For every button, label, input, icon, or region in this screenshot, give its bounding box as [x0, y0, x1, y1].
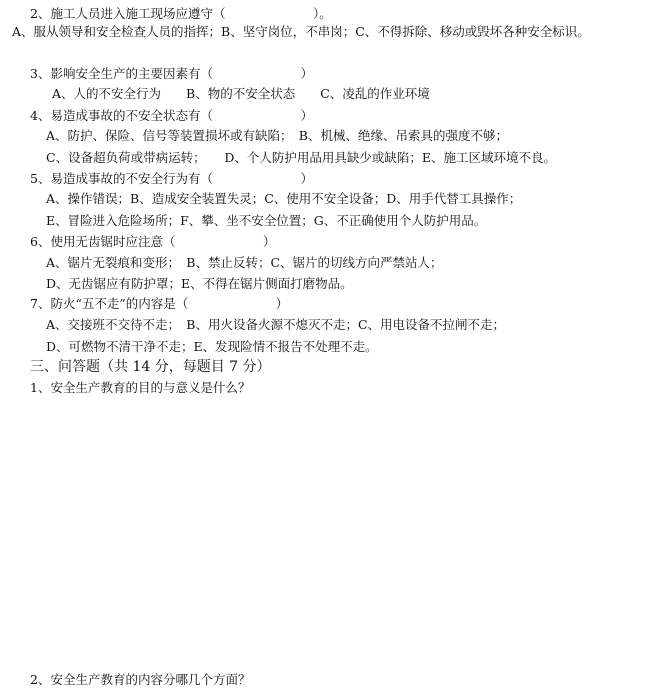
q6-stem: 6、使用无齿锯时应注意（ ）: [30, 234, 276, 249]
q6-options-line1: A、锯片无裂痕和变形； B、禁止反转；C、锯片的切线方向严禁站人；: [46, 255, 443, 270]
q4-options-line1: A、防护、保险、信号等装置损坏或有缺陷； B、机械、绝缘、吊索具的强度不够；: [46, 128, 508, 143]
q5-options-line1: A、操作错误；B、造成安全装置失灵；C、使用不安全设备；D、用手代替工具操作；: [46, 191, 522, 206]
q7-options-line1: A、交接班不交待不走； B、用火设备火源不熄灭不走；C、用电设备不拉闸不走；: [46, 317, 506, 332]
q3-stem: 3、影响安全生产的主要因素有（ ）: [30, 66, 313, 81]
q4-options-line2: C、设备超负荷或带病运转； D、个人防护用品用具缺少或缺陷；E、施工区域环境不良。: [46, 150, 556, 165]
section-3-title: 三、问答题（共 14 分，每题目 7 分）: [30, 359, 271, 375]
q5-options-line2: E、冒险进入危险场所；F、攀、坐不安全位置；G、不正确使用个人防护用品。: [46, 213, 487, 228]
q5-stem: 5、易造成事故的不安全行为有（ ）: [30, 171, 313, 186]
essay-question-2: 2、安全生产教育的内容分哪几个方面？: [30, 672, 251, 687]
q7-stem: 7、防火“五不走”的内容是（ ）: [30, 296, 289, 311]
essay-question-1: 1、安全生产教育的目的与意义是什么？: [30, 380, 251, 395]
q2-stem: 2、施工人员进入施工现场应遵守（ ）。: [30, 6, 332, 21]
q4-stem: 4、易造成事故的不安全状态有（ ）: [30, 108, 313, 123]
q7-options-line2: D、可燃物不清干净不走；E、发现险情不报告不处理不走。: [46, 339, 378, 354]
q6-options-line2: D、无齿锯应有防护罩；E、不得在锯片侧面打磨物品。: [46, 276, 353, 291]
q2-options: A、服从领导和安全检查人员的指挥；B、坚守岗位，不串岗；C、不得拆除、移动或毁坏各种安全标识。: [12, 24, 590, 39]
q3-options: A、人的不安全行为 B、物的不安全状态 C、凌乱的作业环境: [52, 86, 430, 101]
